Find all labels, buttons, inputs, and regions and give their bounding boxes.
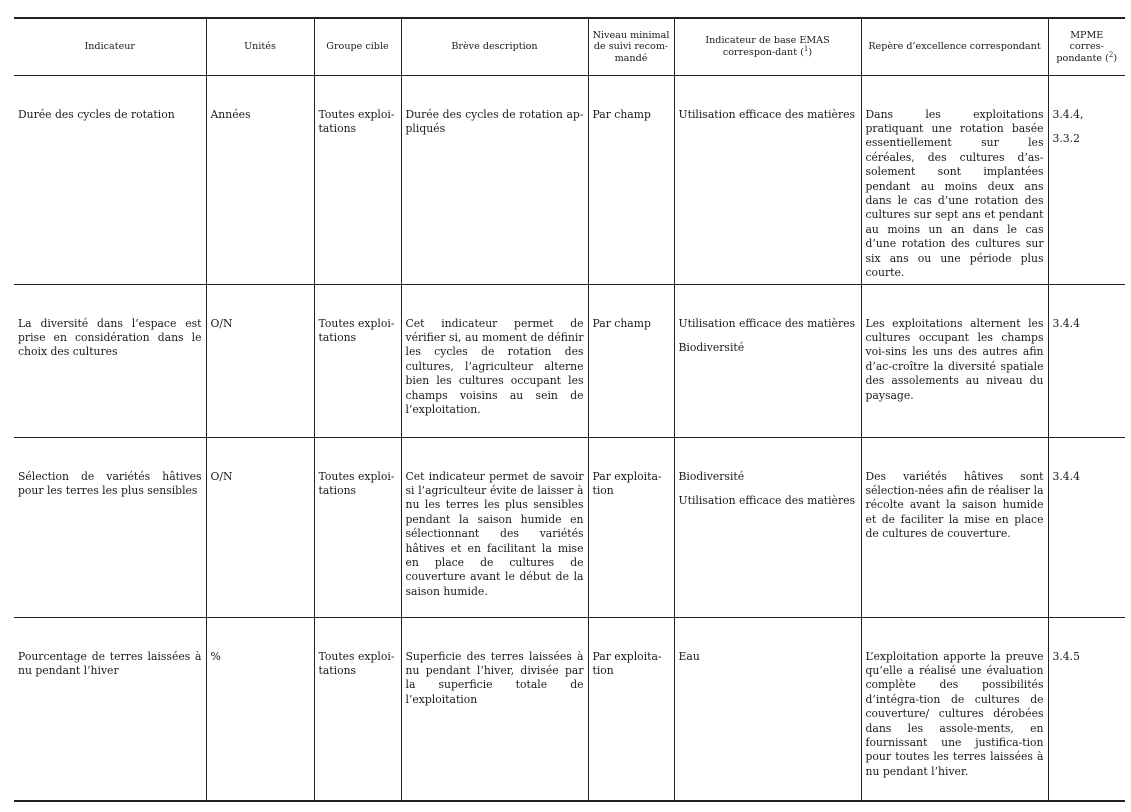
cell-indicateur: Durée des cycles de rotation — [18, 107, 175, 121]
header-groupe-cible: Groupe cible — [314, 18, 401, 75]
cell-repere: Des variétés hâtives sont sélection-nées afin de réaliser la récolte avant la saison humide et de faciliter la mise en place de cultures de couverture. — [861, 437, 1048, 617]
emas-item: Eau — [678, 649, 700, 663]
header-mpme-text: MPME corres-pondante ( — [1056, 29, 1109, 64]
mpme-item: 3.3.2 — [1052, 131, 1080, 145]
cell-description: Cet indicateur permet de savoir si l’agriculteur évite de laisser à nu les terres les plus sensibles pendant la saison humide en sélectionnant des variétés hâtives et en facilitant la mise en place de cultures de couverture avant le début de la saison humide. — [401, 437, 588, 617]
header-emas-close: ) — [808, 46, 813, 58]
cell-unites: % — [206, 617, 314, 801]
cell-mpme — [1048, 75, 1125, 284]
header-breve-description: Brève description — [401, 18, 588, 75]
header-emas-text: Indicateur de base EMAS correspon-dant ( — [705, 35, 830, 58]
header-mpme — [1048, 18, 1125, 75]
table-row — [14, 437, 1125, 617]
indicator-table — [14, 17, 1125, 802]
mpme-item: 3.4.5 — [1052, 649, 1080, 663]
header-repere: Repère d’excellence correspondant — [861, 18, 1048, 75]
header-indicateur: Indicateur — [84, 41, 136, 52]
cell-groupe-cible: Toutes exploi-tations — [314, 284, 401, 437]
cell-repere: Les exploitations alternent les cultures occupant les champs voi-sins les uns des autres afin d’ac-croître la diversité spatiale des assolements au niveau du paysage. — [861, 284, 1048, 437]
cell-mpme — [1048, 617, 1125, 801]
cell-repere: Dans les exploitations pratiquant une rotation basée essentiellement sur les céréales, des cultures d’as-solement sont implantées pendant au moins deux ans dans le cas d’une rotation des cultures sur sept ans et pendant au moins un an dans le cas d’une rotation des cultures sur six ans ou une période plus courte. — [861, 75, 1048, 284]
cell-repere: L’exploitation apporte la preuve qu’elle a réalisé une évaluation complète des possibilités d’intégra-tion de cultures de couverture/ cultures dérobées dans les assole-ments, en fournissant une justifica-tion pour toutes les terres laissées à nu pendant l’hiver. — [861, 617, 1048, 801]
emas-item: Utilisation efficace des matières — [678, 316, 856, 330]
table-row — [14, 284, 1125, 437]
emas-item: Biodiversité — [678, 469, 745, 483]
cell-niveau: Par exploita-tion — [588, 617, 674, 801]
mpme-item: 3.4.4 — [1052, 316, 1080, 330]
cell-emas — [674, 284, 861, 437]
header-mpme-close: ) — [1113, 52, 1118, 64]
emas-item: Biodiversité — [678, 340, 745, 354]
footnote-ref-1: 1 — [803, 44, 809, 53]
cell-description: Superficie des terres laissées à nu pendant l’hiver, divisée par la superficie totale de l’exploitation — [401, 617, 588, 801]
cell-groupe-cible: Toutes exploi-tations — [314, 437, 401, 617]
cell-groupe-cible: Toutes exploi-tations — [314, 75, 401, 284]
header-niveau-minimal: Niveau minimal de suivi recom-mandé — [588, 18, 674, 75]
cell-emas — [674, 75, 861, 284]
cell-emas — [674, 617, 861, 801]
cell-unites: O/N — [206, 284, 314, 437]
cell-niveau: Par champ — [588, 75, 674, 284]
mpme-item: 3.4.4, — [1052, 107, 1084, 121]
cell-niveau: Par champ — [588, 284, 674, 437]
cell-indicateur: Sélection de variétés hâtives pour les terres les plus sensibles — [18, 469, 202, 497]
header-emas — [674, 18, 861, 75]
mpme-item: 3.4.4 — [1052, 469, 1080, 483]
cell-niveau: Par exploita-tion — [588, 437, 674, 617]
cell-mpme — [1048, 284, 1125, 437]
cell-description: Durée des cycles de rotation ap-pliqués — [401, 75, 588, 284]
table-row — [14, 75, 1125, 284]
cell-emas — [674, 437, 861, 617]
cell-unites: O/N — [206, 437, 314, 617]
table-row — [14, 617, 1125, 801]
cell-mpme — [1048, 437, 1125, 617]
cell-unites: Années — [206, 75, 314, 284]
footnote-ref-2: 2 — [1108, 50, 1114, 59]
cell-indicateur: La diversité dans l’espace est prise en considération dans le choix des cultures — [18, 316, 202, 359]
header-unites: Unités — [206, 18, 314, 75]
emas-item: Utilisation efficace des matières — [678, 493, 856, 507]
header-row — [14, 18, 1125, 75]
cell-description: Cet indicateur permet de vérifier si, au moment de définir les cycles de rotation des cultures, l’agriculteur alterne bien les cultures occupant les champs voisins au sein de l’exploitation. — [401, 284, 588, 437]
cell-groupe-cible: Toutes exploi-tations — [314, 617, 401, 801]
emas-item: Utilisation efficace des matières — [678, 107, 856, 121]
cell-indicateur: Pourcentage de terres laissées à nu pendant l’hiver — [18, 649, 202, 677]
